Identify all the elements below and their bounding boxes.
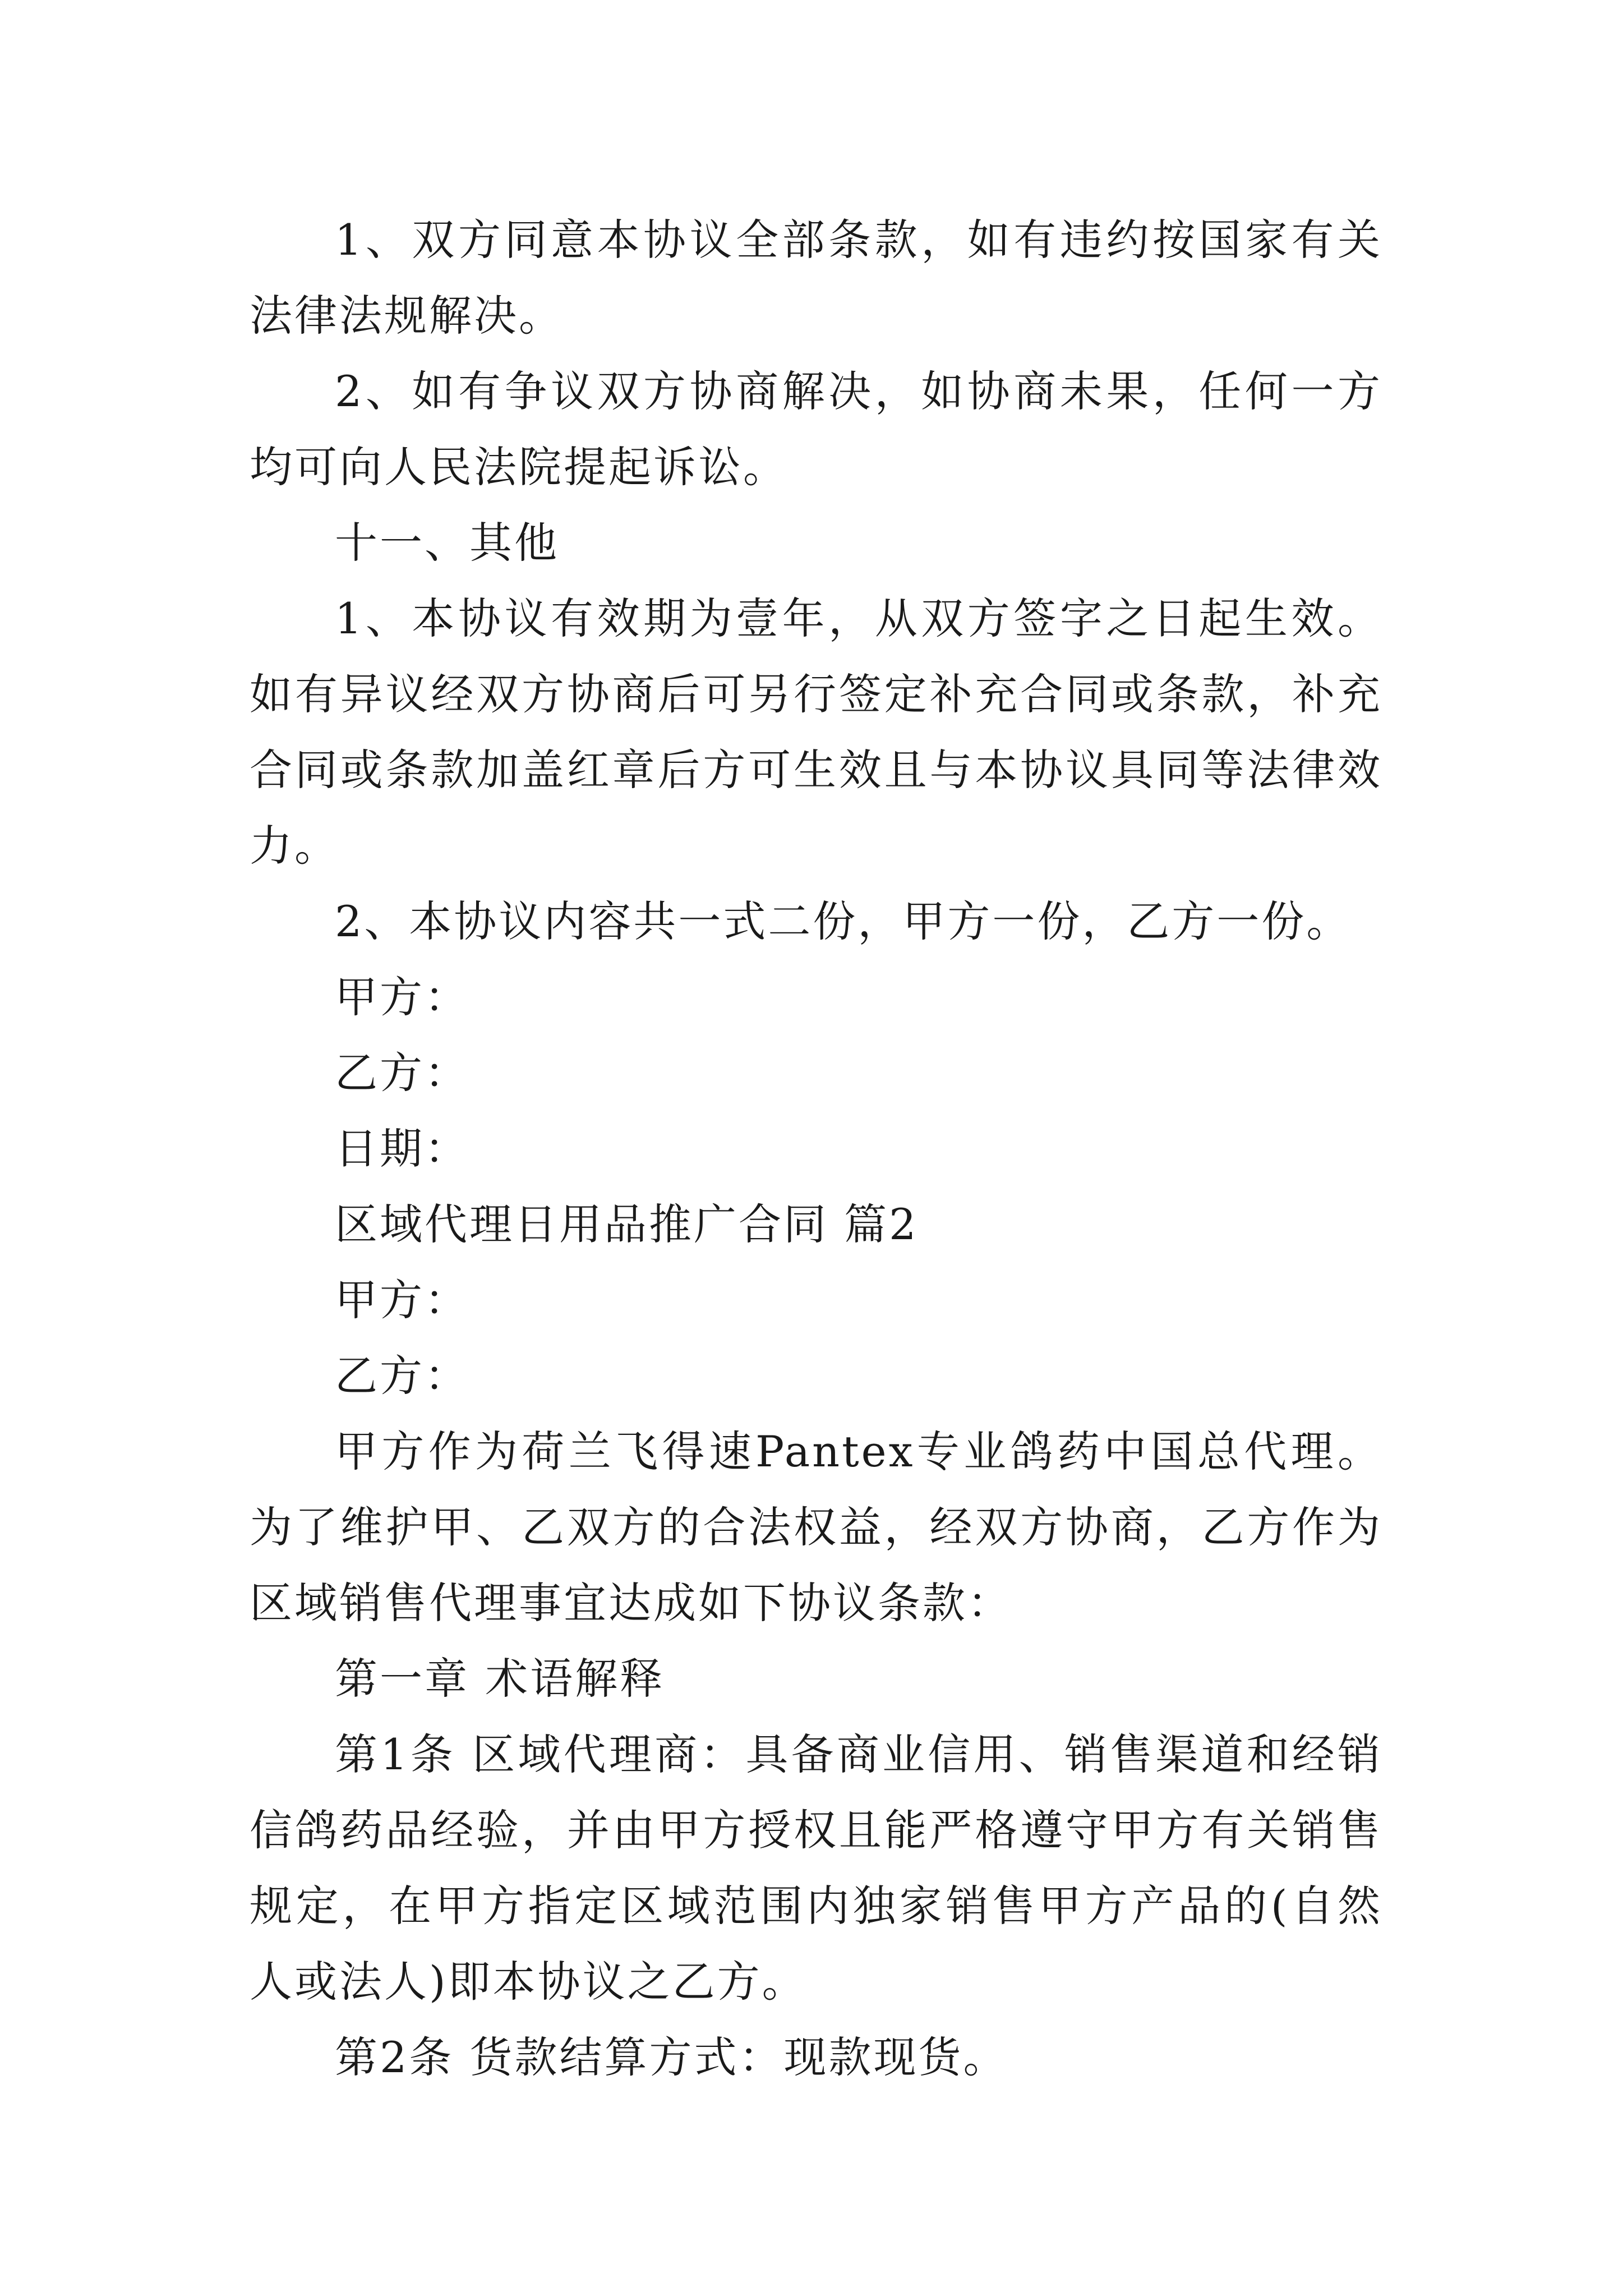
article-paragraph: 第2条 货款结算方式：现款现货。 bbox=[335, 2032, 1008, 2082]
article-paragraph: 第1条 区域代理商：具备商业信用、销售渠道和经销信鸽药品经验，并由甲方授权且能严格遵守甲方有关销售规定，在甲方指定区域范围内独家销售甲方产品的(自然人或法人)即本协议之乙方。 bbox=[250, 1729, 1382, 2007]
document-body bbox=[250, 202, 1382, 2095]
party-a-line: 甲方： bbox=[335, 1275, 469, 1325]
contract-title: 区域代理日用品推广合同 篇2 bbox=[335, 1199, 919, 1249]
clause-paragraph: 2、如有争议双方协商解决，如协商未果，任何一方均可向人民法院提起诉讼。 bbox=[250, 366, 1382, 492]
chapter-heading: 第一章 术语解释 bbox=[335, 1654, 665, 1704]
clause-paragraph: 2、本协议内容共一式二份，甲方一份，乙方一份。 bbox=[335, 896, 1352, 946]
party-b-line: 乙方： bbox=[335, 1351, 469, 1401]
party-a-signature-line: 甲方： bbox=[335, 972, 469, 1022]
section-heading: 十一、其他 bbox=[335, 518, 559, 568]
clause-paragraph: 1、本协议有效期为壹年，从双方签字之日起生效。如有异议经双方协商后可另行签定补充合同或条款，补充合同或条款加盖红章后方可生效且与本协议具同等法律效力。 bbox=[250, 593, 1382, 871]
preamble-paragraph: 甲方作为荷兰飞得速Pantex专业鸽药中国总代理。为了维护甲、乙双方的合法权益，经双方协商，乙方作为区域销售代理事宜达成如下协议条款： bbox=[250, 1427, 1382, 1628]
clause-paragraph: 1、双方同意本协议全部条款，如有违约按国家有关法律法规解决。 bbox=[250, 215, 1382, 341]
party-b-signature-line: 乙方： bbox=[335, 1048, 469, 1098]
date-line: 日期： bbox=[335, 1124, 469, 1174]
